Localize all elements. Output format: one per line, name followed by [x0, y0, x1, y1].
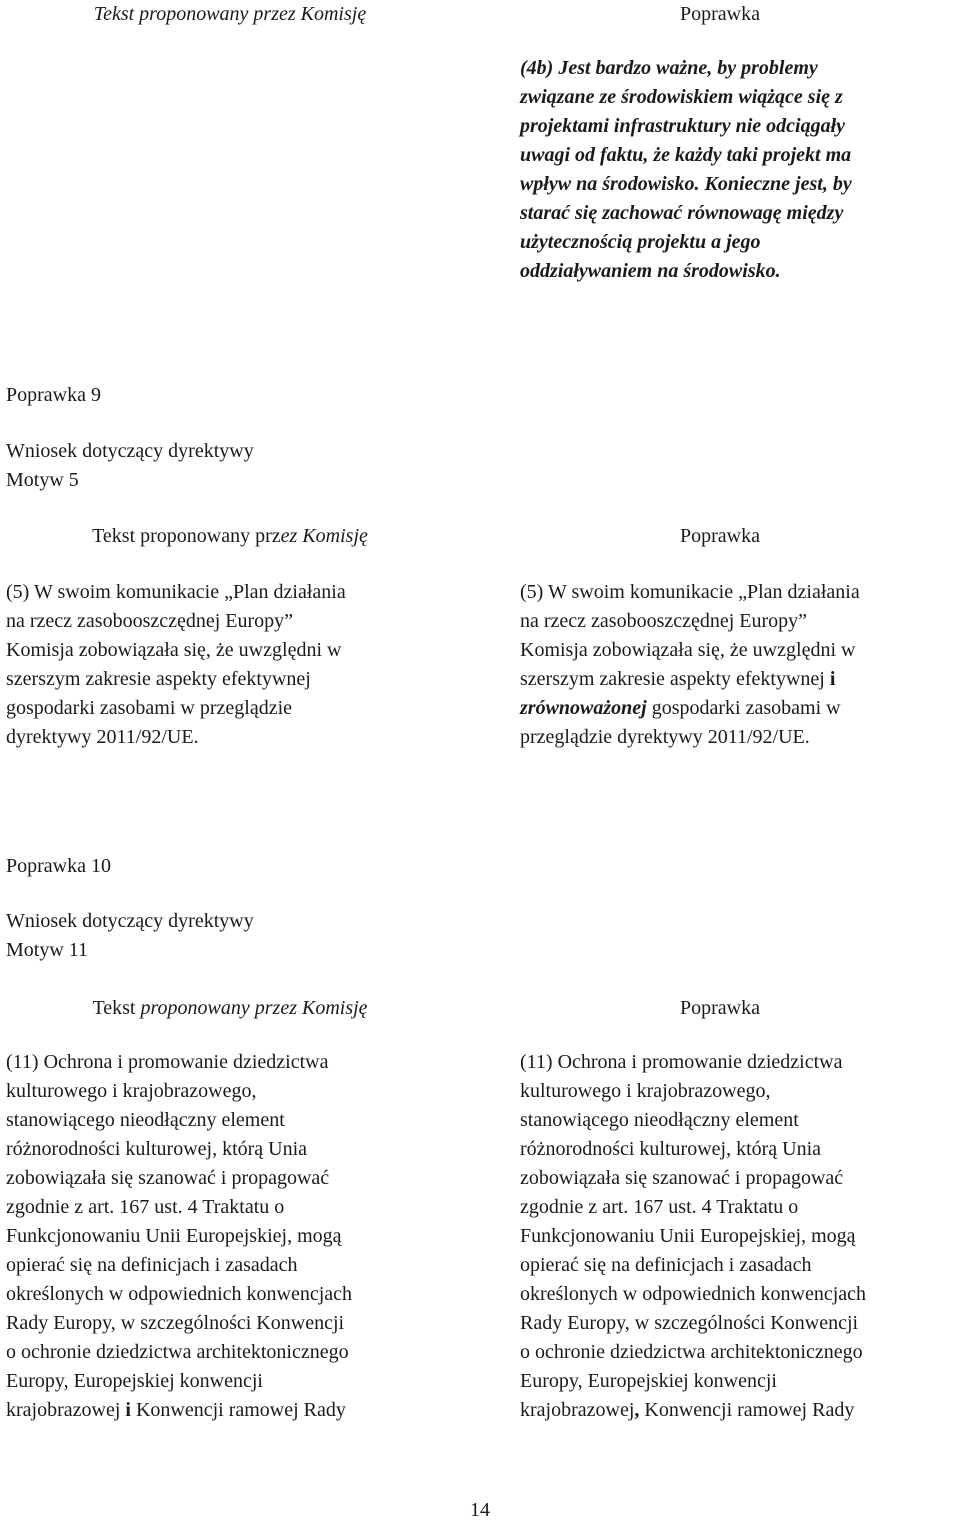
column-header-commission-text: Tekst proponowany przez Komisję [93, 3, 367, 25]
paragraph-4b-line: oddziaływaniem na środowisko. [520, 260, 781, 282]
amendment-10-proposal-label: Wniosek dotyczący dyrektywy [6, 910, 254, 932]
amendment-9-right-header: Poprawka [680, 525, 760, 547]
text-segment: Konwencji ramowej Rady [639, 1399, 855, 1421]
header-text-regular: Tekst proponowany prz [92, 525, 281, 547]
deleted-word: i [125, 1399, 131, 1421]
text-segment: (11) Ochrona i promowanie dziedzictwa kulturowego i krajobrazowego, stanowiącego nieodłączny element różnorodności kulturowej, którą Unia zobowiązała się szanować i propagować zgodnie z art. 167 ust. 4 Traktatu o Funkcjonowaniu Unii Europejskiej, mogą opierać się na definicjach i zasadach określonych w odpowiednich konwencjach Rady Europy, w szczególności Konwencji o ochronie dziedzictwa architektonicznego Europy, Europejskiej konwencji krajobrazowej [6, 1051, 353, 1421]
text-segment: Konwencji ramowej Rady [130, 1399, 346, 1421]
amendment-10-right-header: Poprawka [680, 997, 760, 1019]
paragraph-4b-line: starać się zachować równowagę między [520, 202, 844, 224]
inserted-word: zrównoważonej [520, 697, 647, 719]
paragraph-4b-line: projektami infrastruktury nie odciągały [520, 115, 846, 137]
amendment-9-amended-text [520, 578, 960, 752]
paragraph-4b-line: uwagi od faktu, że każdy taki projekt ma [520, 144, 852, 166]
amendment-9-recital: Motyw 5 [6, 469, 79, 491]
page-number: 14 [470, 1499, 490, 1521]
paragraph-4b-line: (4b) Jest bardzo ważne, by problemy [520, 57, 818, 79]
header-text-italic: ez Komisję [280, 525, 368, 547]
amendment-10-commission-text [6, 1048, 446, 1425]
text-segment: (11) Ochrona i promowanie dziedzictwa kulturowego i krajobrazowego, stanowiącego nieodłączny element różnorodności kulturowej, którą Unia zobowiązała się szanować i propagować zgodnie z art. 167 ust. 4 Traktatu o Funkcjonowaniu Unii Europejskiej, mogą opierać się na definicjach i zasadach określonych w odpowiednich konwencjach Rady Europy, w szczególności Konwencji o ochronie dziedzictwa architektonicznego Europy, Europejskiej konwencji krajobrazowej [520, 1051, 867, 1421]
inserted-word: i [829, 668, 836, 690]
amendment-9-proposal-label: Wniosek dotyczący dyrektywy [6, 440, 254, 462]
inserted-punctuation: , [634, 1399, 640, 1421]
text-segment: (5) W swoim komunikacie „Plan działania na rzecz zasobooszczędnej Europy” Komisja zobowiązała się, że uwzględni w szerszym zakresie aspekty efektywnej [520, 581, 860, 690]
column-header-amendment: Poprawka [680, 3, 760, 25]
text-segment: gospodarki zasobami w przeglądzie dyrektywy 2011/92/UE. [520, 697, 841, 748]
amendment-9-left-header [0, 522, 460, 551]
amendment-9-title: Poprawka 9 [6, 384, 101, 406]
amendment-9-commission-text: (5) W swoim komunikacie „Plan działania na rzecz zasobooszczędnej Europy” Komisja zobowiązała się, że uwzględni w szerszym zakresie aspekty efektywnej gospodarki zasobami w przeglądzie dyrektywy 2011/92/UE. [6, 581, 346, 748]
header-text-regular: Tekst [92, 997, 141, 1019]
paragraph-4b-line: użytecznością projektu a jego [520, 231, 761, 253]
amendment-10-title: Poprawka 10 [6, 855, 111, 877]
amendment-10-recital: Motyw 11 [6, 939, 89, 961]
paragraph-4b-line: wpływ na środowisko. Konieczne jest, by [520, 173, 852, 195]
header-text-italic: proponowany przez Komisję [140, 997, 368, 1019]
amendment-10-left-header [0, 994, 460, 1023]
paragraph-4b [520, 54, 960, 286]
amendment-10-amended-text [520, 1048, 960, 1425]
paragraph-4b-line: związane ze środowiskiem wiążące się z [520, 86, 843, 108]
